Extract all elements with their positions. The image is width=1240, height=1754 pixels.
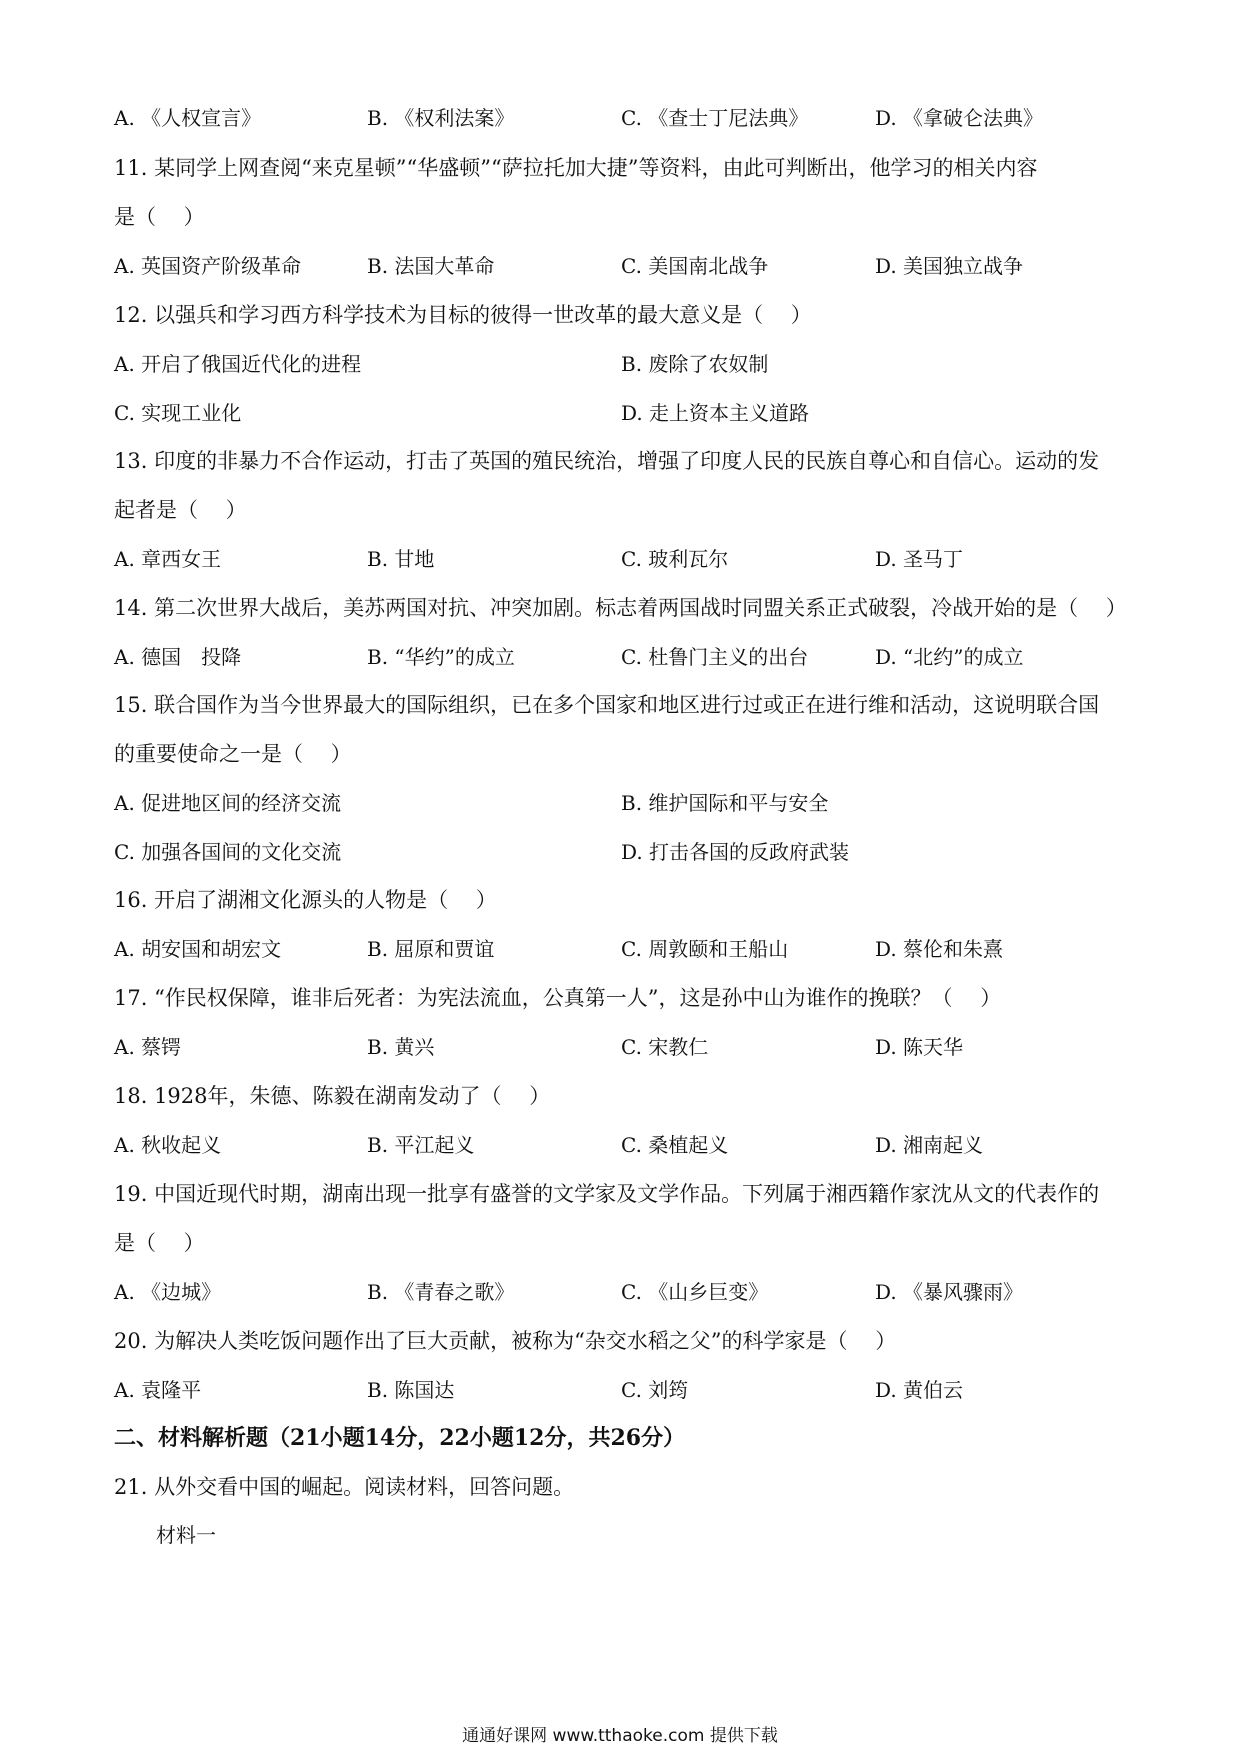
section2-title: 二、材料解析题（21小题14分，22小题12分，共26分） (114, 1425, 686, 1451)
q12-stem: 12. 以强兵和学习西方科学技术为目标的彼得一世改革的最大意义是（ ） (114, 303, 812, 327)
q17-option-b: B. 黄兴 (367, 1035, 435, 1059)
q12-option-c: C. 实现工业化 (114, 401, 242, 425)
q13-option-a: A. 章西女王 (114, 547, 222, 571)
q13-option-c: C. 玻利瓦尔 (621, 547, 729, 571)
q16-option-c: C. 周敦颐和王船山 (621, 937, 789, 961)
q20-option-a: A. 袁隆平 (114, 1378, 202, 1402)
q15-option-b: B. 维护国际和平与安全 (621, 791, 829, 815)
q17-option-a: A. 蔡锷 (114, 1035, 182, 1059)
q19-option-c: C. 《山乡巨变》 (621, 1280, 769, 1304)
q19-option-a: A. 《边城》 (114, 1280, 222, 1304)
q20-option-c: C. 刘筠 (621, 1378, 689, 1402)
q13-option-d: D. 圣马丁 (875, 547, 964, 571)
q10-option-a: A. 《人权宣言》 (114, 106, 262, 130)
q11-option-d: D. 美国独立战争 (875, 254, 1024, 278)
q10-option-b: B. 《权利法案》 (367, 106, 515, 130)
q11-option-b: B. 法国大革命 (367, 254, 495, 278)
q15-option-d: D. 打击各国的反政府武装 (621, 840, 850, 864)
q16-option-d: D. 蔡伦和朱熹 (875, 937, 1004, 961)
q17-stem: 17. “作民权保障，谁非后死者：为宪法流血，公真第一人”，这是孙中山为谁作的挽联？（ ） (114, 986, 1002, 1010)
q16-option-b: B. 屈原和贾谊 (367, 937, 495, 961)
q12-option-a: A. 开启了俄国近代化的进程 (114, 352, 362, 376)
q20-option-b: B. 陈国达 (367, 1378, 455, 1402)
q13-stem-line2: 起者是（ ） (114, 498, 247, 522)
q20-stem: 20. 为解决人类吃饭问题作出了巨大贡献，被称为“杂交水稻之父”的科学家是（ ） (114, 1329, 897, 1353)
q14-option-b: B. “华约”的成立 (367, 645, 515, 669)
q20-option-d: D. 黄伯云 (875, 1378, 964, 1402)
q19-option-b: B. 《青春之歌》 (367, 1280, 515, 1304)
q21-material-label: 材料一 (156, 1523, 216, 1547)
q12-option-b: B. 废除了农奴制 (621, 352, 769, 376)
q14-option-d: D. “北约”的成立 (875, 645, 1024, 669)
q19-stem-line1: 19. 中国近现代时期，湖南出现一批享有盛誉的文学家及文学作品。下列属于湘西籍作家沈从文的代表作的 (114, 1182, 1100, 1206)
q10-option-d: D. 《拿破仑法典》 (875, 106, 1044, 130)
q14-stem: 14. 第二次世界大战后，美苏两国对抗、冲突加剧。标志着两国战时同盟关系正式破裂，冷战开始的是（ ） (114, 596, 1127, 620)
page-footer: 通通好课网 www.tthaoke.com 提供下载 (462, 1726, 778, 1746)
q15-stem-line2: 的重要使命之一是（ ） (114, 742, 352, 766)
q15-option-c: C. 加强各国间的文化交流 (114, 840, 342, 864)
q21-stem: 21. 从外交看中国的崛起。阅读材料，回答问题。 (114, 1475, 575, 1499)
q18-option-b: B. 平江起义 (367, 1133, 475, 1157)
q18-option-a: A. 秋收起义 (114, 1133, 222, 1157)
q15-stem-line1: 15. 联合国作为当今世界最大的国际组织，已在多个国家和地区进行过或正在进行维和活动，这说明联合国 (114, 693, 1100, 717)
q18-stem: 18. 1928年，朱德、陈毅在湖南发动了（ ） (114, 1084, 551, 1108)
q18-option-c: C. 桑植起义 (621, 1133, 729, 1157)
q17-option-c: C. 宋教仁 (621, 1035, 709, 1059)
q19-option-d: D. 《暴风骤雨》 (875, 1280, 1024, 1304)
q13-option-b: B. 甘地 (367, 547, 435, 571)
q18-option-d: D. 湘南起义 (875, 1133, 984, 1157)
q16-option-a: A. 胡安国和胡宏文 (114, 937, 282, 961)
q15-option-a: A. 促进地区间的经济交流 (114, 791, 342, 815)
q11-stem-line2: 是（ ） (114, 205, 205, 229)
q16-stem: 16. 开启了湖湘文化源头的人物是（ ） (114, 888, 497, 912)
q11-option-a: A. 英国资产阶级革命 (114, 254, 302, 278)
q11-stem-line1: 11. 某同学上网查阅“来克星顿”“华盛顿”“萨拉托加大捷”等资料，由此可判断出，他学习的相关内容 (114, 156, 1038, 180)
q10-option-c: C. 《查士丁尼法典》 (621, 106, 809, 130)
q12-option-d: D. 走上资本主义道路 (621, 401, 810, 425)
q11-option-c: C. 美国南北战争 (621, 254, 769, 278)
q19-stem-line2: 是（ ） (114, 1231, 205, 1255)
q17-option-d: D. 陈天华 (875, 1035, 964, 1059)
q13-stem-line1: 13. 印度的非暴力不合作运动，打击了英国的殖民统治，增强了印度人民的民族自尊心和自信心。运动的发 (114, 449, 1100, 473)
q14-option-c: C. 杜鲁门主义的出台 (621, 645, 809, 669)
q14-option-a: A. 德国 投降 (114, 645, 242, 669)
